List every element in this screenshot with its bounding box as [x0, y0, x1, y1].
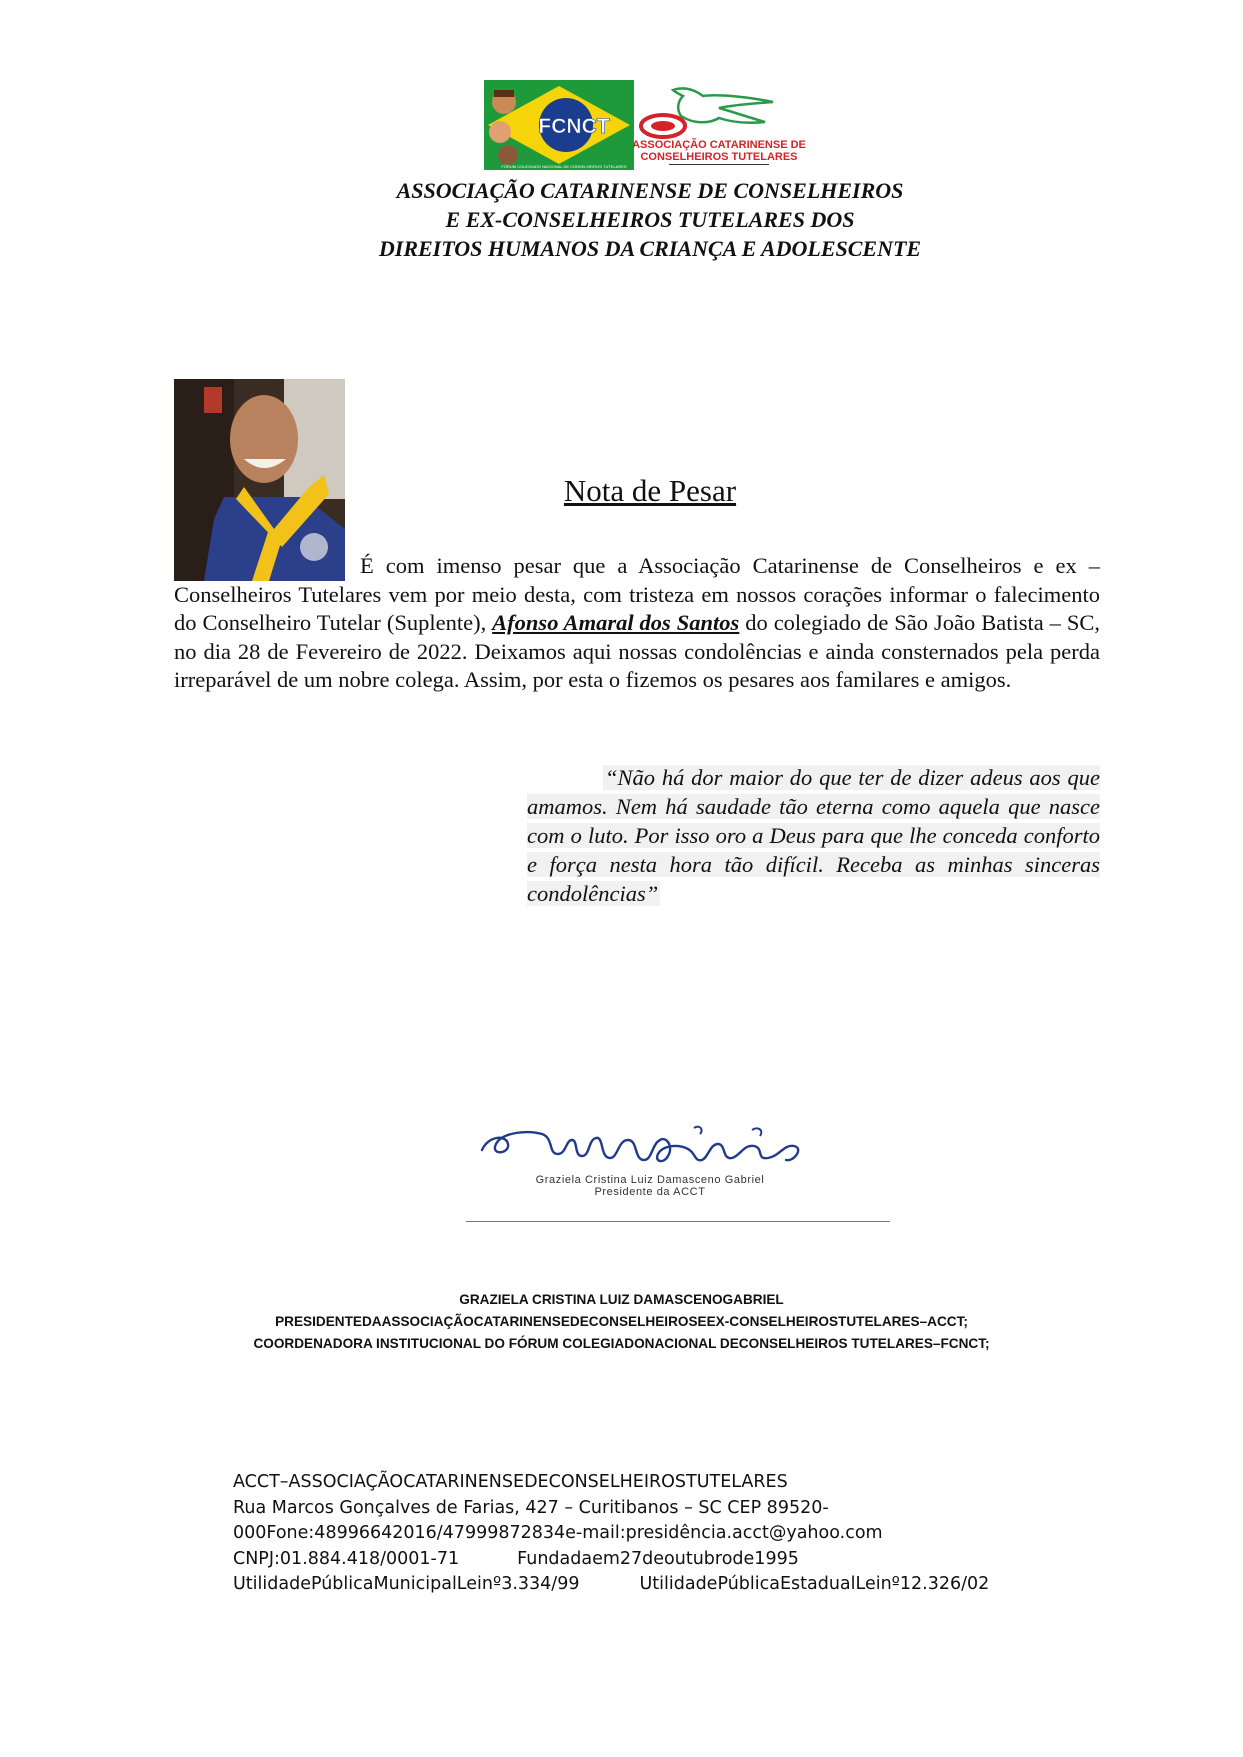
signature-printed-name: Graziela Cristina Luiz Damasceno Gabriel	[535, 1174, 765, 1186]
signer-name: GRAZIELA CRISTINA LUIZ DAMASCENOGABRIEL	[459, 1292, 784, 1307]
signer-block	[150, 1289, 1093, 1355]
condolence-quote	[527, 763, 1100, 908]
body-first-line: É com imenso pesar que a Associação Catarinense de Conselheiros e ex –	[360, 553, 1100, 578]
footer-street: Rua Marcos Gonçalves de Farias, 427 – Curitibanos – SC CEP 89520-	[233, 1497, 829, 1518]
header-line-1: ASSOCIAÇÃO CATARINENSE DE CONSELHEIROS	[396, 178, 904, 203]
signature-line	[466, 1221, 890, 1222]
footer-cnpj: CNPJ:01.884.418/0001-71	[233, 1548, 460, 1569]
deceased-name: Afonso Amaral dos Santos	[492, 610, 740, 635]
footer-address	[233, 1470, 1133, 1598]
acct-logo-line1: ASSOCIAÇÃO CATARINENSE DE	[633, 139, 806, 151]
acct-logo-line2: CONSELHEIROS TUTELARES	[640, 151, 798, 163]
condolence-body	[174, 552, 1100, 695]
organization-header	[250, 176, 1050, 263]
body-text-part-2: do colegiado de São João Batista – SC, no dia 28 de Fevereiro de 2022. Deixamos aqui nossas condolências e ainda consternados pela perda irreparável de um nobre colega. Assim, por esta o fizemos os pesares aos familares e amigos.	[174, 610, 1100, 692]
header-line-3: DIREITOS HUMANOS DA CRIANÇA E ADOLESCENTE	[378, 236, 922, 261]
body-text-part-1: Conselheiros Tutelares vem por meio desta, com tristeza em nossos corações informar o falecimento do Conselheiro Tutelar (Suplente),	[174, 581, 1100, 635]
fcnct-logo	[484, 80, 634, 170]
footer-state-utility: UtilidadePúblicaEstadualLeinº12.326/02	[639, 1574, 990, 1594]
note-title: Nota de Pesar	[563, 473, 737, 508]
signature-printed-role: Presidente da ACCT	[594, 1186, 706, 1198]
deceased-photo	[174, 379, 345, 581]
fcnct-logo-text: FCNCT	[538, 115, 610, 138]
acct-logo	[633, 82, 808, 172]
handwritten-signature	[468, 1100, 891, 1230]
footer-municipal-utility: UtilidadePúblicaMunicipalLeinº3.334/99	[233, 1574, 580, 1594]
signer-role-1: PRESIDENTEDAASSOCIAÇÃOCATARINENSEDECONSELHEIROSEEX-CONSELHEIROSTUTELARES–ACCT;	[275, 1314, 968, 1329]
quote-text: “Não há dor maior do que ter de dizer adeus aos que amamos. Nem há saudade tão eterna como aquela que nasce com o luto. Por isso oro a Deus para que lhe conceda conforto e força nesta hora tão difícil. Receba as minhas sinceras condolências”	[527, 765, 1100, 906]
footer-contact: 000Fone:48996642016/47999872834e-mail:presidência.acct@yahoo.com	[233, 1523, 883, 1543]
svg-text:FÓRUM COLEGIADO NACIONAL DE CO: FÓRUM COLEGIADO NACIONAL DE CONSELHEIROS TUTELARES	[501, 164, 627, 169]
footer-org-name: ACCT–ASSOCIAÇÃOCATARINENSEDECONSELHEIROSTUTELARES	[233, 1472, 788, 1492]
footer-founded: Fundadaem27deoutubrode1995	[517, 1548, 799, 1569]
header-line-2: E EX-CONSELHEIROS TUTELARES DOS	[445, 207, 855, 232]
signer-role-2: COORDENADORA INSTITUCIONAL DO FÓRUM COLEGIADONACIONAL DECONSELHEIROS TUTELARES–FCNCT;	[253, 1336, 990, 1351]
